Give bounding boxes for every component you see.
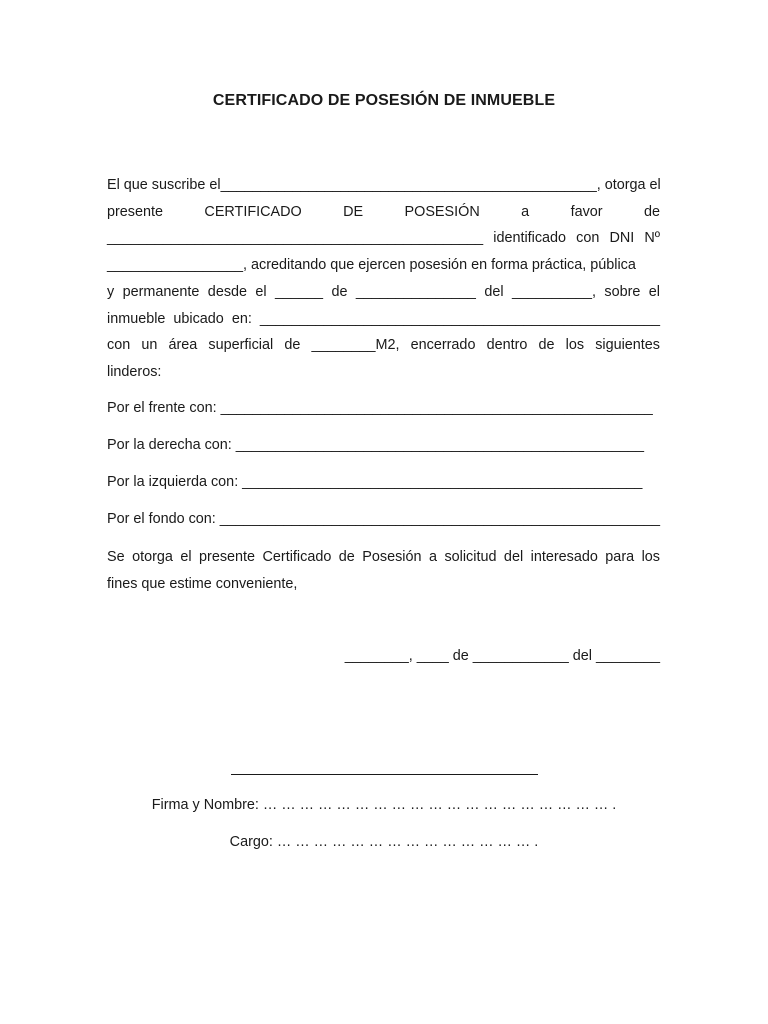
intro-line-3: _______________________________________________ identificado con DNI Nº — [107, 230, 660, 247]
intro-line-8: linderos: — [107, 363, 162, 380]
intro-line-5: y permanente desde el ______ de _______________ del __________, sobre el — [107, 283, 660, 300]
lindero-derecha: Por la derecha con: ___________________________________________________ — [107, 437, 644, 453]
lindero-fondo: Por el fondo con: _______________________________________________________ — [107, 511, 660, 527]
intro-line-2: presente CERTIFICADO DE POSESIÓN a favor de — [107, 203, 660, 220]
closing-line-2: fines que estime conveniente, — [107, 575, 298, 592]
intro-paragraph — [107, 172, 660, 386]
intro-line-6: inmueble ubicado en: __________________________________________________ — [107, 310, 660, 327]
closing-paragraph — [107, 544, 660, 597]
document-title: CERTIFICADO DE POSESIÓN DE INMUEBLE — [212, 92, 556, 109]
signature-name-label: Firma y Nombre: … … … … … … … … … … … … … … … … … … … . — [151, 797, 617, 813]
closing-line-1: Se otorga el presente Certificado de Posesión a solicitud del interesado para los — [107, 549, 660, 565]
lindero-izquierda: Por la izquierda con: __________________________________________________ — [107, 474, 643, 490]
intro-line-7: con un área superficial de ________M2, encerrado dentro de los siguientes — [107, 337, 660, 354]
signature-cargo-label: Cargo: … … … … … … … … … … … … … … . — [229, 834, 539, 850]
signature-line — [231, 774, 538, 775]
intro-line-1: El que suscribe el_______________________________________________, otorga el — [107, 177, 661, 193]
date-line: ________, ____ de ____________ del ________ — [344, 648, 660, 664]
intro-line-4: _________________, acreditando que ejercen posesión en forma práctica, pública — [107, 257, 636, 274]
lindero-frente: Por el frente con: ______________________________________________________ — [107, 400, 653, 416]
